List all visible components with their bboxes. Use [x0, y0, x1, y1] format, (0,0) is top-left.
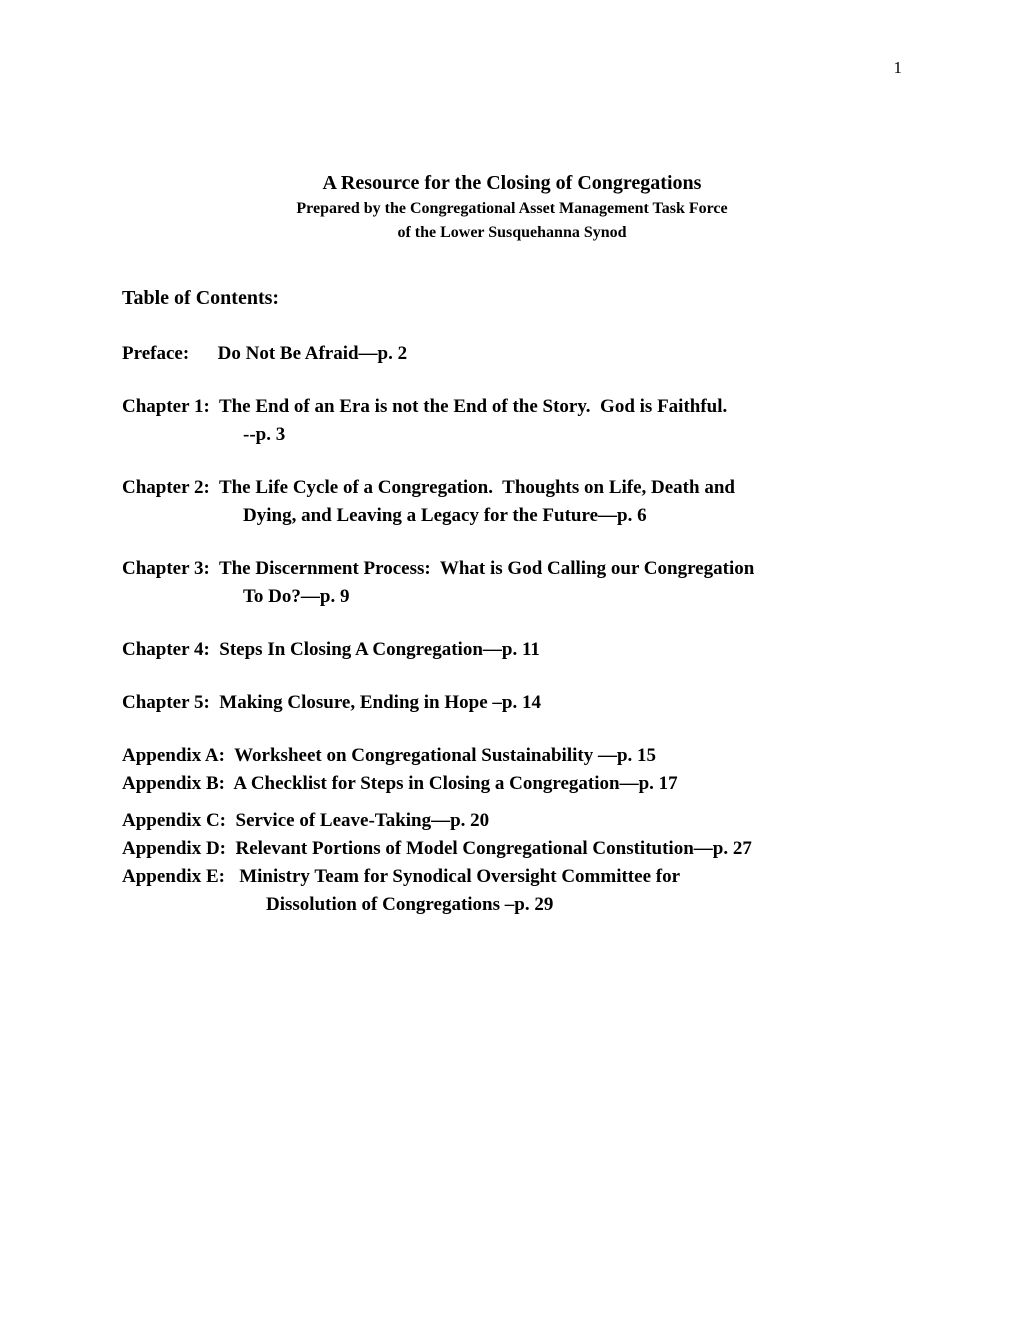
- toc-entry-chapter-3: [122, 555, 902, 611]
- toc-heading: Table of Contents:: [122, 287, 280, 309]
- toc-entry-appendix-e: [122, 863, 902, 919]
- document-subtitle-line-1: Prepared by the Congregational Asset Management Task Force: [296, 200, 728, 217]
- toc-entry-line: Chapter 3: The Discernment Process: What is God Calling our Congregation: [122, 558, 755, 579]
- toc-entry-line: Dying, and Leaving a Legacy for the Future—p. 6: [243, 505, 647, 526]
- toc-entry-line: Chapter 4: Steps In Closing A Congregation—p. 11: [122, 639, 540, 660]
- toc-entry-line: Chapter 1: The End of an Era is not the End of the Story. God is Faithful.: [122, 396, 728, 417]
- toc-entry-preface: [122, 340, 902, 368]
- toc-entry-line: Dissolution of Congregations –p. 29: [266, 894, 554, 915]
- toc-entry-line: Appendix E: Ministry Team for Synodical Oversight Committee for: [122, 866, 681, 887]
- toc-entry-chapter-5: [122, 689, 902, 717]
- page-number: 1: [893, 58, 902, 77]
- toc-entry-chapter-2: [122, 474, 902, 530]
- toc-entry-line: Appendix B: A Checklist for Steps in Closing a Congregation—p. 17: [122, 773, 678, 794]
- toc-entry-line: Appendix D: Relevant Portions of Model Congregational Constitution—p. 27: [122, 838, 752, 859]
- toc-entry-line: To Do?—p. 9: [243, 586, 350, 607]
- toc-entry-line: Appendix C: Service of Leave-Taking—p. 20: [122, 810, 490, 831]
- toc-entry-chapter-4: [122, 636, 902, 664]
- toc-entry-line: Appendix A: Worksheet on Congregational Sustainability —p. 15: [122, 745, 657, 766]
- document-title: A Resource for the Closing of Congregations: [322, 172, 702, 194]
- toc-entry-line: Chapter 2: The Life Cycle of a Congregation. Thoughts on Life, Death and: [122, 477, 735, 498]
- toc-entry-appendix-c: [122, 807, 902, 835]
- toc-entry-chapter-1: [122, 393, 902, 449]
- toc-entry-line: --p. 3: [243, 424, 286, 445]
- toc-entry-line: Preface: Do Not Be Afraid—p. 2: [122, 343, 408, 364]
- table-of-contents: [122, 340, 902, 919]
- toc-entry-appendix-b: [122, 770, 902, 798]
- toc-entry-line: Chapter 5: Making Closure, Ending in Hope –p. 14: [122, 692, 541, 713]
- document-header: [122, 170, 902, 245]
- toc-entry-appendix-a: [122, 742, 902, 770]
- document-subtitle-line-2: of the Lower Susquehanna Synod: [397, 224, 627, 241]
- toc-entry-appendix-d: [122, 835, 902, 863]
